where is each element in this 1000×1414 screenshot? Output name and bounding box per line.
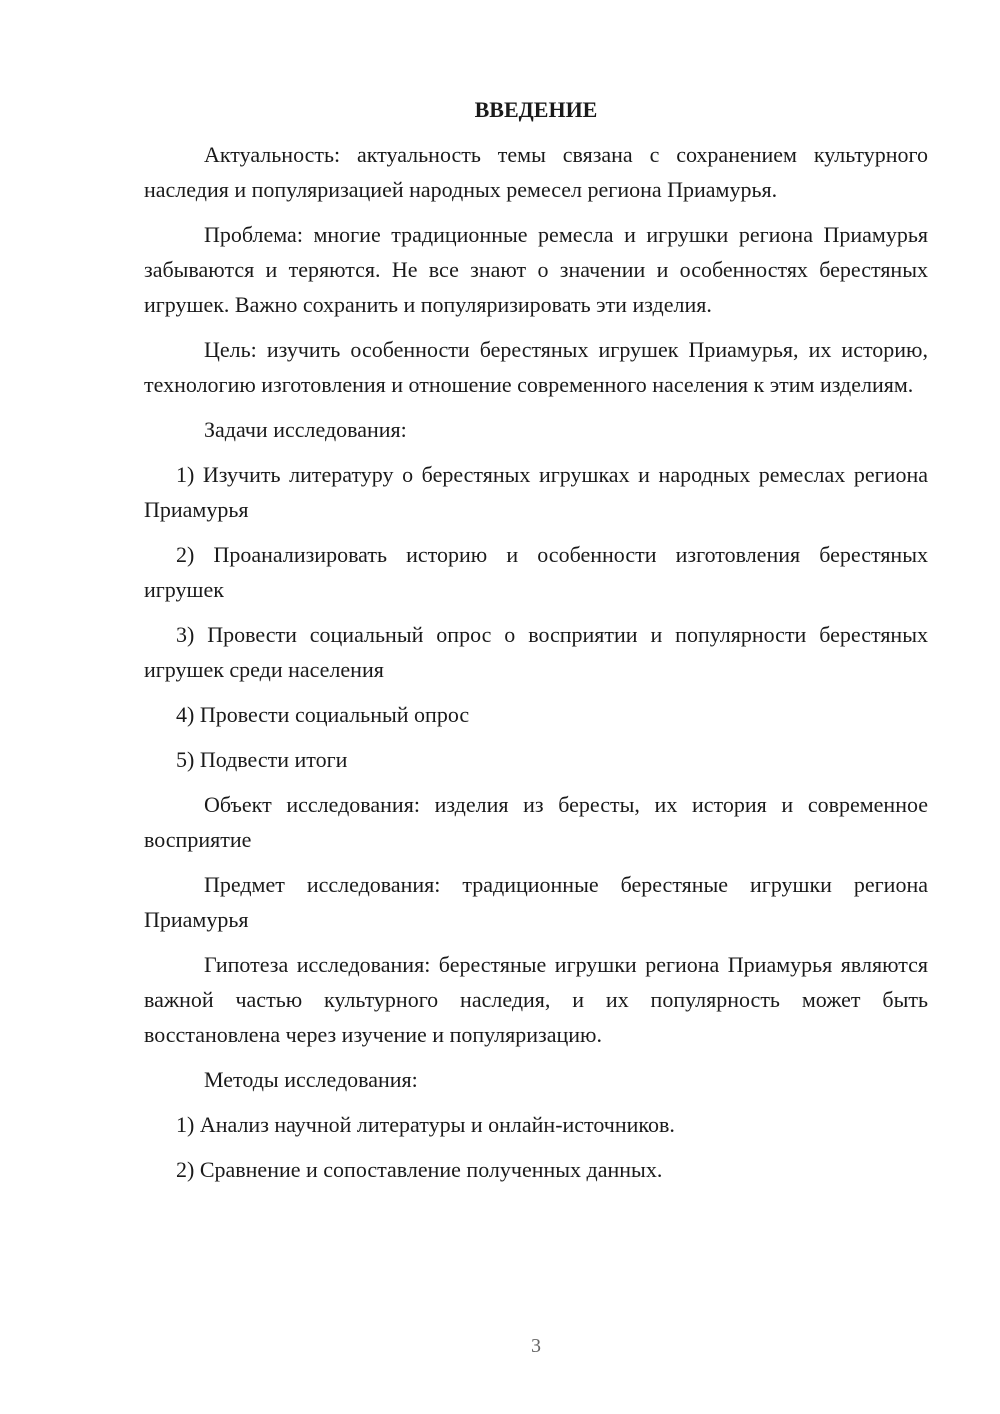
task-item-2: 2) Проанализировать историю и особенности изготовления берестяных игрушек bbox=[144, 542, 928, 602]
methods-heading: Методы исследования: bbox=[204, 1067, 418, 1092]
research-object-paragraph: Объект исследования: изделия из бересты, их история и современное восприятие bbox=[144, 792, 928, 852]
tasks-heading: Задачи исследования: bbox=[204, 417, 407, 442]
method-item-2: 2) Сравнение и сопоставление полученных данных. bbox=[176, 1157, 663, 1182]
task-item-1: 1) Изучить литературу о берестяных игрушках и народных ремеслах региона Приамурья bbox=[144, 462, 928, 522]
task-item-4: 4) Провести социальный опрос bbox=[176, 702, 470, 727]
task-item-3: 3) Провести социальный опрос о восприятии и популярности берестяных игрушек среди населения bbox=[144, 622, 928, 682]
goal-paragraph: Цель: изучить особенности берестяных игрушек Приамурья, их историю, технологию изготовления и отношение современного населения к этим изделиям. bbox=[144, 337, 928, 397]
section-title: ВВЕДЕНИЕ bbox=[474, 97, 598, 122]
page-content bbox=[144, 92, 928, 1197]
method-item-1: 1) Анализ научной литературы и онлайн-источников. bbox=[176, 1112, 675, 1137]
problem-paragraph: Проблема: многие традиционные ремесла и игрушки региона Приамурья забываются и теряются. Не все знают о значении и особенностях берестяных игрушек. Важно сохранить и популяризировать эти изделия. bbox=[144, 222, 928, 317]
page-number: 3 bbox=[531, 1335, 541, 1357]
hypothesis-paragraph: Гипотеза исследования: берестяные игрушки региона Приамурья являются важной частью культурного наследия, и их популярность может быть восстановлена через изучение и популяризацию. bbox=[144, 952, 928, 1047]
task-item-5: 5) Подвести итоги bbox=[176, 747, 348, 772]
relevance-paragraph: Актуальность: актуальность темы связана с сохранением культурного наследия и популяризацией народных ремесел региона Приамурья. bbox=[144, 142, 928, 202]
research-subject-paragraph: Предмет исследования: традиционные берестяные игрушки региона Приамурья bbox=[144, 872, 928, 932]
